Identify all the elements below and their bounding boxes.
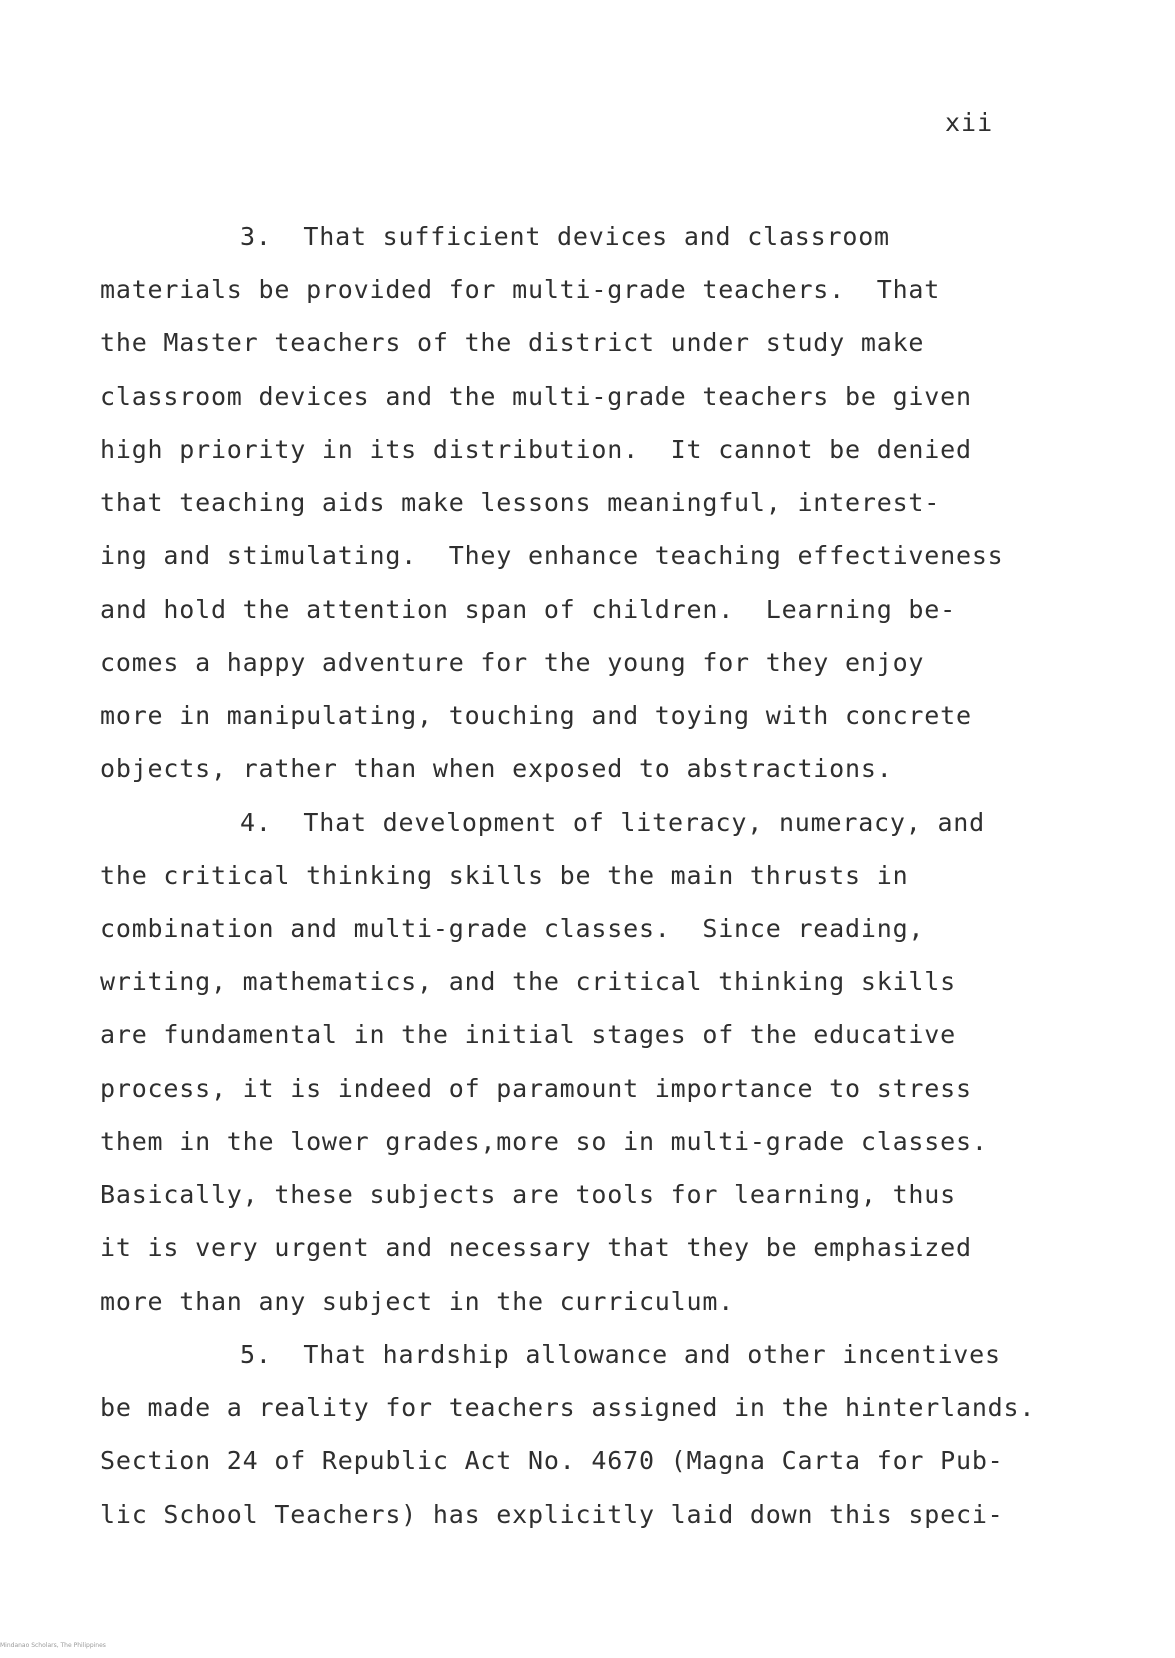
page-number: xii (945, 108, 994, 137)
text-line: ing and stimulating. They enhance teaching effectiveness (100, 541, 1004, 570)
text-line: Basically, these subjects are tools for learning, thus (100, 1180, 956, 1209)
text-line: it is very urgent and necessary that they be emphasized (100, 1233, 972, 1262)
text-line: high priority in its distribution. It cannot be denied (100, 435, 972, 464)
text-line: more than any subject in the curriculum. (100, 1287, 735, 1316)
text-line: more in manipulating, touching and toying with concrete (100, 701, 972, 730)
text-line: objects, rather than when exposed to abstractions. (100, 754, 893, 783)
text-line: process, it is indeed of paramount importance to stress (100, 1074, 972, 1103)
text-line: lic School Teachers) has explicitly laid down this speci- (100, 1500, 1004, 1529)
text-line: materials be provided for multi-grade teachers. That (100, 275, 941, 304)
text-line: that teaching aids make lessons meaningful, interest- (100, 488, 941, 517)
text-line: combination and multi-grade classes. Since reading, (100, 914, 925, 943)
text-line: Section 24 of Republic Act No. 4670 (Magna Carta for Pub- (100, 1446, 1004, 1475)
text-line: them in the lower grades,more so in multi-grade classes. (100, 1127, 988, 1156)
text-line: 5. That hardship allowance and other incentives (240, 1340, 1001, 1369)
scan-footer: Mindanao Scholars, The Philippines (0, 1642, 106, 1649)
text-line: writing, mathematics, and the critical thinking skills (100, 967, 956, 996)
text-line: 3. That sufficient devices and classroom (240, 222, 890, 251)
text-line: be made a reality for teachers assigned in the hinterlands. (100, 1393, 1036, 1422)
text-line: and hold the attention span of children. Learning be- (100, 595, 956, 624)
text-line: comes a happy adventure for the young for they enjoy (100, 648, 925, 677)
text-line: 4. That development of literacy, numeracy, and (240, 808, 986, 837)
text-line: the Master teachers of the district under study make (100, 328, 925, 357)
text-line: classroom devices and the multi-grade teachers be given (100, 382, 972, 411)
text-line: are fundamental in the initial stages of the educative (100, 1020, 956, 1049)
text-line: the critical thinking skills be the main thrusts in (100, 861, 909, 890)
